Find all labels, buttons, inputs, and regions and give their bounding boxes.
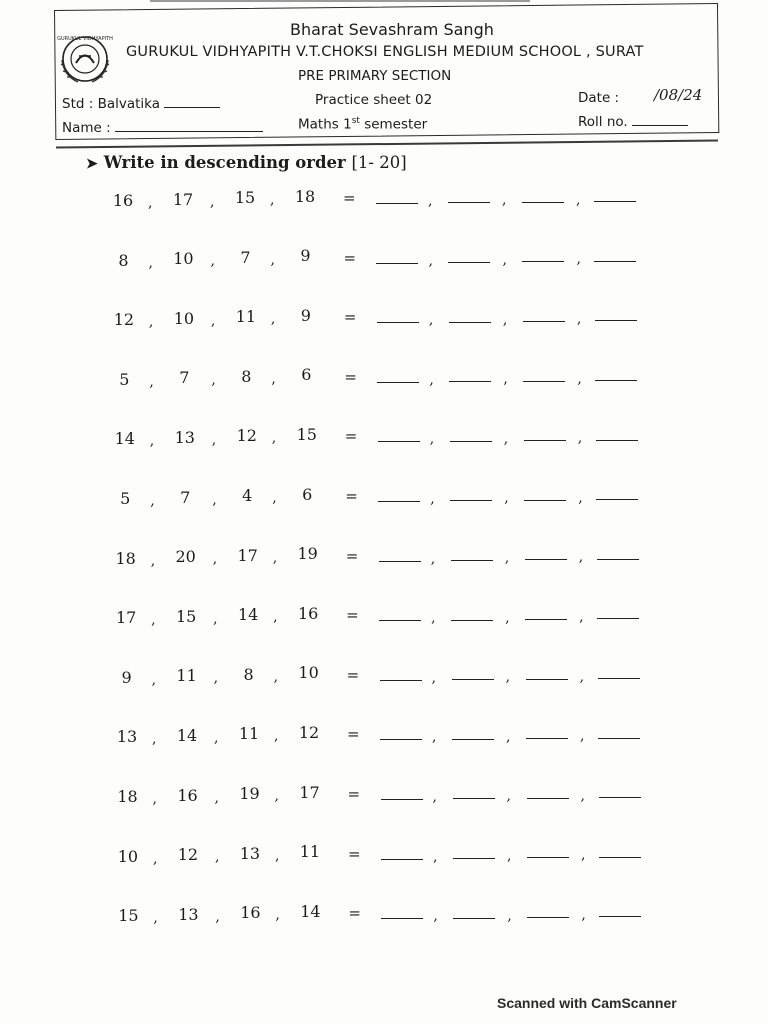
equals-sign: =	[347, 725, 360, 744]
answer-blank[interactable]	[448, 202, 490, 203]
answer-blank[interactable]	[381, 799, 423, 800]
subject-superscript: st	[351, 116, 360, 126]
exercise-row	[0, 306, 768, 336]
answer-blank[interactable]	[524, 440, 566, 441]
blank-comma: ,	[431, 669, 437, 686]
answer-blank[interactable]	[598, 738, 640, 739]
row-comma: ,	[214, 729, 219, 746]
row-comma: ,	[212, 491, 217, 508]
row-number: 12	[113, 310, 135, 330]
answer-blank[interactable]	[378, 441, 420, 442]
row-number: 15	[296, 424, 317, 444]
exercise-row	[0, 604, 768, 634]
row-comma: ,	[272, 490, 277, 506]
row-comma: ,	[213, 670, 219, 687]
blank-comma: ,	[577, 430, 583, 447]
row-comma: ,	[274, 728, 279, 745]
date-label: Date :	[578, 90, 620, 106]
answer-blank[interactable]	[449, 381, 491, 382]
row-number: 13	[116, 727, 138, 747]
organization-name: Bharat Sevashram Sangh	[290, 20, 494, 39]
row-number: 14	[300, 901, 321, 921]
answer-blank[interactable]	[523, 381, 565, 382]
row-comma: ,	[273, 609, 278, 626]
row-comma: ,	[150, 493, 155, 509]
blank-comma: ,	[576, 310, 582, 327]
row-comma: ,	[272, 549, 278, 566]
answer-blank[interactable]	[380, 739, 422, 740]
row-comma: ,	[148, 314, 154, 331]
equals-sign: =	[343, 189, 356, 207]
blank-comma: ,	[506, 728, 511, 745]
row-number: 12	[236, 426, 257, 446]
row-comma: ,	[153, 910, 158, 927]
row-number: 19	[297, 544, 318, 564]
row-number: 6	[301, 365, 312, 385]
answer-blank[interactable]	[453, 918, 495, 919]
exercise-row	[0, 843, 768, 873]
answer-blank[interactable]	[595, 380, 637, 381]
row-number: 17	[299, 782, 320, 802]
blank-comma: ,	[580, 787, 585, 804]
exercise-row	[0, 247, 768, 277]
answer-blank[interactable]	[450, 441, 492, 442]
row-number: 11	[235, 307, 257, 327]
row-comma: ,	[274, 788, 279, 804]
blank-comma: ,	[505, 669, 511, 686]
answer-blank[interactable]	[453, 798, 495, 799]
row-number: 14	[176, 725, 198, 745]
equals-sign: =	[345, 546, 359, 565]
row-comma: ,	[210, 193, 215, 210]
blank-comma: ,	[431, 610, 436, 627]
instruction-range: [1- 20]	[351, 153, 407, 172]
row-number: 19	[239, 784, 260, 803]
answer-blank[interactable]	[599, 797, 641, 798]
answer-blank[interactable]	[522, 202, 564, 203]
answer-blank[interactable]	[381, 859, 423, 860]
answer-blank[interactable]	[523, 321, 565, 322]
blank-comma: ,	[502, 311, 508, 328]
blank-comma: ,	[430, 491, 435, 507]
row-number: 6	[302, 484, 313, 504]
blank-comma: ,	[432, 789, 437, 805]
answer-blank[interactable]	[596, 440, 638, 441]
section-name: PRE PRIMARY SECTION	[298, 68, 452, 84]
row-number: 15	[118, 906, 139, 926]
answer-blank[interactable]	[380, 680, 422, 681]
row-comma: ,	[274, 847, 280, 864]
school-logo-icon	[56, 30, 114, 88]
equals-sign: =	[343, 308, 357, 327]
row-comma: ,	[270, 311, 276, 328]
arrow-bullet-icon: ➤	[86, 156, 98, 172]
row-comma: ,	[148, 254, 153, 271]
blank-comma: ,	[430, 550, 436, 567]
equals-sign: =	[343, 248, 357, 267]
instruction-text: Write in descending order	[103, 153, 346, 172]
row-number: 11	[238, 724, 260, 744]
blank-comma: ,	[580, 847, 586, 864]
equals-sign: =	[344, 427, 358, 446]
row-comma: ,	[270, 251, 275, 268]
answer-blank[interactable]	[452, 739, 494, 740]
exercise-row	[0, 783, 768, 813]
name-field[interactable]	[62, 120, 263, 136]
blank-comma: ,	[433, 908, 438, 925]
row-number: 18	[115, 548, 136, 568]
answer-blank[interactable]	[452, 679, 494, 680]
subject-suffix: semester	[359, 116, 428, 133]
answer-blank[interactable]	[597, 618, 639, 619]
answer-blank[interactable]	[524, 500, 566, 501]
row-number: 15	[175, 606, 197, 626]
row-number: 10	[298, 663, 319, 683]
row-comma: ,	[151, 671, 157, 688]
row-number: 14	[114, 429, 135, 449]
row-comma: ,	[213, 610, 218, 627]
row-comma: ,	[273, 668, 279, 685]
roll-blank[interactable]	[632, 124, 688, 126]
answer-blank[interactable]	[526, 738, 568, 739]
answer-blank[interactable]	[522, 261, 564, 262]
row-comma: ,	[212, 551, 218, 568]
answer-blank[interactable]	[525, 619, 567, 620]
subject-line	[298, 116, 427, 133]
blank-comma: ,	[429, 431, 435, 448]
scanner-watermark: Scanned with CamScanner	[497, 995, 677, 1011]
exercise-row	[0, 366, 768, 396]
answer-blank[interactable]	[451, 560, 493, 561]
row-number: 9	[300, 305, 311, 325]
exercise-row	[0, 425, 768, 455]
blank-comma: ,	[579, 668, 585, 685]
blank-comma: ,	[578, 549, 584, 566]
blank-comma: ,	[505, 609, 510, 626]
row-number: 18	[294, 186, 316, 206]
blank-comma: ,	[504, 549, 510, 566]
instruction	[86, 153, 407, 172]
equals-sign: =	[346, 665, 360, 684]
exercise-row	[0, 902, 768, 932]
row-comma: ,	[270, 192, 275, 208]
blank-comma: ,	[504, 490, 509, 507]
row-number: 10	[117, 846, 139, 866]
equals-sign: =	[346, 606, 359, 625]
row-comma: ,	[151, 612, 156, 629]
row-comma: ,	[152, 731, 157, 748]
blank-comma: ,	[429, 371, 434, 388]
answer-blank[interactable]	[597, 559, 639, 560]
blank-comma: ,	[506, 788, 511, 805]
sheet-title: Practice sheet 02	[315, 92, 433, 108]
row-number: 16	[240, 903, 261, 923]
row-comma: ,	[152, 850, 158, 867]
answer-blank[interactable]	[381, 918, 423, 919]
date-value[interactable]: /08/24	[654, 86, 703, 104]
blank-comma: ,	[577, 370, 582, 387]
answer-blank[interactable]	[451, 620, 493, 621]
blank-comma: ,	[428, 252, 433, 269]
row-number: 16	[177, 785, 198, 805]
answer-blank[interactable]	[599, 857, 641, 858]
blank-comma: ,	[432, 729, 437, 746]
std-blank[interactable]	[164, 106, 220, 108]
row-number: 7	[240, 247, 251, 267]
row-number: 17	[237, 545, 258, 565]
page-top-edge	[150, 0, 530, 2]
std-field[interactable]	[62, 96, 220, 112]
row-number: 13	[174, 427, 195, 447]
std-label: Std : Balvatika	[62, 96, 161, 112]
blank-comma: ,	[579, 608, 584, 625]
roll-field[interactable]	[578, 114, 688, 130]
answer-blank[interactable]	[449, 322, 491, 323]
row-number: 12	[298, 722, 320, 742]
name-blank[interactable]	[115, 130, 263, 132]
row-number: 9	[121, 667, 132, 687]
row-comma: ,	[211, 372, 216, 389]
row-number: 17	[115, 608, 137, 628]
row-comma: ,	[271, 370, 276, 387]
row-number: 16	[297, 603, 319, 623]
row-number: 8	[243, 664, 254, 684]
blank-comma: ,	[576, 191, 581, 208]
answer-blank[interactable]	[596, 499, 638, 500]
row-comma: ,	[148, 195, 153, 211]
row-number: 10	[173, 249, 194, 269]
row-number: 7	[180, 487, 191, 507]
answer-blank[interactable]	[527, 798, 569, 799]
answer-blank[interactable]	[598, 678, 640, 679]
row-number: 11	[176, 666, 197, 686]
school-name: GURUKUL VIDHYAPITH V.T.CHOKSI ENGLISH MEDIUM SCHOOL , SURAT	[126, 44, 644, 60]
row-comma: ,	[150, 552, 156, 569]
row-number: 9	[300, 246, 311, 266]
answer-blank[interactable]	[526, 679, 568, 680]
row-comma: ,	[214, 789, 219, 806]
row-number: 7	[179, 368, 190, 388]
row-comma: ,	[210, 253, 215, 270]
blank-comma: ,	[576, 251, 581, 268]
answer-blank[interactable]	[376, 263, 418, 264]
row-number: 5	[120, 489, 131, 508]
answer-blank[interactable]	[595, 320, 637, 321]
answer-blank[interactable]	[594, 201, 636, 202]
subject-prefix: Maths 1	[298, 116, 352, 133]
row-number: 11	[299, 842, 321, 862]
exercise-row	[0, 664, 768, 694]
blank-comma: ,	[506, 847, 512, 864]
blank-comma: ,	[432, 848, 438, 865]
name-label: Name :	[62, 120, 111, 136]
blank-comma: ,	[581, 906, 586, 923]
blank-comma: ,	[502, 192, 507, 209]
logo-text: GURUKUL VIDHYAPITH	[57, 36, 113, 42]
equals-sign: =	[345, 487, 358, 505]
row-comma: ,	[275, 907, 280, 924]
row-comma: ,	[149, 373, 154, 390]
answer-blank[interactable]	[453, 858, 495, 859]
row-number: 13	[239, 843, 261, 863]
answer-blank[interactable]	[450, 500, 492, 501]
blank-comma: ,	[580, 728, 585, 745]
equals-sign: =	[347, 785, 361, 803]
blank-comma: ,	[507, 907, 512, 924]
blank-comma: ,	[428, 312, 434, 329]
equals-sign: =	[348, 904, 361, 923]
answer-blank[interactable]	[448, 262, 490, 263]
answer-blank[interactable]	[379, 620, 421, 621]
row-number: 17	[172, 189, 194, 209]
blank-comma: ,	[502, 251, 507, 268]
exercise-row	[0, 187, 768, 217]
row-number: 8	[241, 366, 252, 386]
row-number: 18	[117, 787, 138, 806]
answer-blank[interactable]	[527, 857, 569, 858]
answer-blank[interactable]	[377, 382, 419, 383]
row-number: 20	[175, 547, 196, 567]
row-number: 4	[242, 486, 253, 505]
row-number: 15	[234, 188, 256, 207]
row-number: 14	[237, 605, 259, 625]
answer-blank[interactable]	[379, 561, 421, 562]
row-comma: ,	[152, 791, 157, 807]
roll-label: Roll no.	[578, 114, 628, 130]
equals-sign: =	[344, 367, 357, 386]
header-divider	[56, 140, 718, 148]
blank-comma: ,	[503, 371, 508, 388]
answer-blank[interactable]	[525, 559, 567, 560]
answer-blank[interactable]	[594, 261, 636, 262]
row-comma: ,	[215, 908, 220, 925]
row-number: 10	[173, 308, 195, 328]
exercise-row	[0, 723, 768, 753]
row-number: 16	[112, 191, 134, 210]
exercise-row	[0, 545, 768, 575]
row-comma: ,	[211, 431, 217, 448]
row-number: 12	[177, 845, 199, 865]
answer-blank[interactable]	[599, 916, 641, 917]
row-comma: ,	[214, 849, 220, 866]
blank-comma: ,	[428, 193, 433, 209]
equals-sign: =	[347, 844, 361, 863]
answer-blank[interactable]	[527, 917, 569, 918]
row-comma: ,	[210, 312, 216, 329]
exercise-row	[0, 485, 768, 515]
blank-comma: ,	[503, 430, 509, 447]
row-comma: ,	[271, 430, 277, 447]
row-number: 5	[119, 369, 130, 389]
row-number: 8	[118, 250, 129, 270]
blank-comma: ,	[578, 489, 583, 506]
answer-blank[interactable]	[377, 322, 419, 323]
row-number: 13	[178, 904, 199, 924]
row-comma: ,	[149, 433, 155, 450]
answer-blank[interactable]	[376, 203, 418, 204]
answer-blank[interactable]	[378, 501, 420, 502]
